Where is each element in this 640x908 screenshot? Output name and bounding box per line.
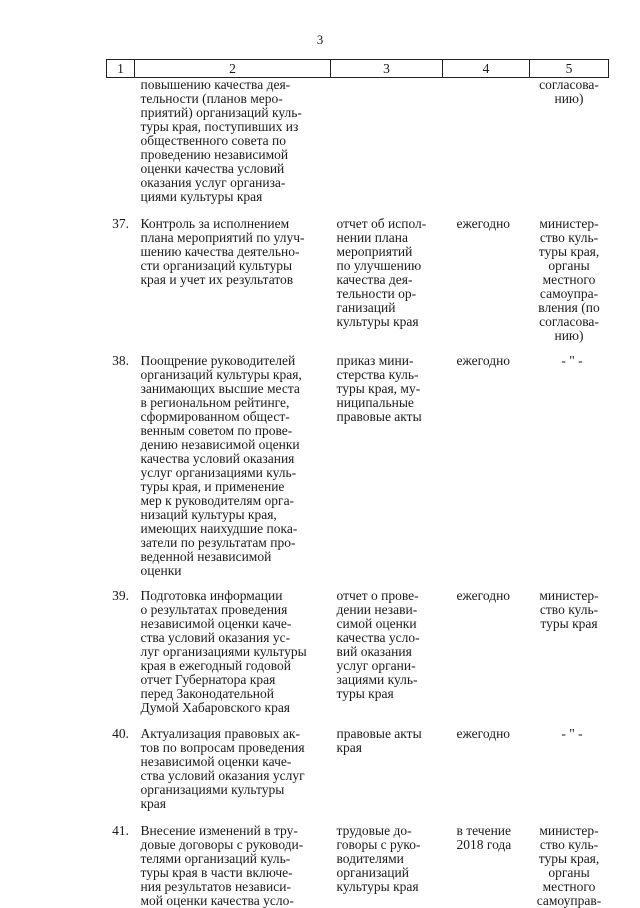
row-number: 38. bbox=[112, 353, 129, 368]
table-row bbox=[107, 727, 609, 824]
document-text: правовые акты края bbox=[336, 726, 422, 755]
measure-text: Поощрение руководителей организаций культуры края, занимающих высшие места в региональном рейтинге, сформированном общест- венным советом по прове- дению независимой оценки качества условий оказания услуг организациями куль- туры края, и применение мер к руководителям орга- низаций культуры края, имеющих наихудшие пока- затели по результатам про- веденной независимой оценки bbox=[140, 353, 302, 578]
table-row bbox=[107, 217, 609, 343]
document-text bbox=[331, 78, 443, 218]
document-text: отчет о прове- дении незави- симой оценки качества усло- вий оказания услуг органи- зациями куль- туры края bbox=[336, 588, 420, 701]
measures-table bbox=[106, 59, 609, 908]
column-header-1: 1 bbox=[107, 60, 135, 78]
page-number: 3 bbox=[316, 32, 324, 47]
term-text: ежегодно bbox=[456, 353, 511, 368]
document-text: трудовые до- говоры с руко- водителями организаций культуры края bbox=[336, 823, 421, 894]
document-text: приказ мини- стерства куль- туры края, му- ниципальные правовые акты bbox=[336, 353, 422, 424]
term-text: в течение 2018 года bbox=[456, 823, 512, 852]
measure-text: Контроль за исполнением плана мероприятий по улуч- шению качества деятельно- сти организаций культуры края и учет их результатов bbox=[140, 216, 305, 287]
responsible-text: министер- ство куль- туры края, органы местного самоуправ- bbox=[536, 823, 602, 908]
column-header-2: 2 bbox=[135, 60, 331, 78]
responsible-text: министер- ство куль- туры края, органы местного самоупра- вления (по согласова- нию) bbox=[538, 216, 600, 343]
column-number-header bbox=[107, 60, 609, 78]
measure-text: повышению качества дея- тельности (планов меро- приятий) организаций куль- туры края, поступивших из общественного совета по проведению независимой оценки качества условий оказания услуг организа- циями культуры края bbox=[140, 77, 302, 204]
measure-text: Внесение изменений в тру- довые договоры с руководи- телями организаций куль- туры края в части включе- ния результатов независи- мой оценки качества усло- bbox=[140, 823, 304, 908]
responsible-text: министер- ство куль- туры края bbox=[539, 588, 599, 631]
term-text: ежегодно bbox=[456, 216, 511, 231]
table-row bbox=[107, 343, 609, 589]
document-text: отчет об испол- нении плана мероприятий по улучшению качества дея- тельности ор- ганизаций культуры края bbox=[336, 216, 427, 329]
responsible-text: - " - bbox=[561, 726, 583, 741]
column-header-4: 4 bbox=[443, 60, 530, 78]
table-row bbox=[107, 824, 609, 908]
row-number: 37. bbox=[112, 216, 129, 231]
column-header-5: 5 bbox=[530, 60, 609, 78]
row-number bbox=[107, 78, 135, 218]
term-text bbox=[443, 78, 530, 218]
measure-text: Подготовка информации о результатах проведения независимой оценки каче- ства условий оказания ус- луг организациями культуры края в ежегодный годовой отчет Губернатора края перед Законодательной Думой Хабаровского края bbox=[140, 588, 307, 715]
row-number: 40. bbox=[112, 726, 129, 741]
measure-text: Актуализация правовых ак- тов по вопросам проведения независимой оценки каче- ства условий оказания услуг организациями культуры края bbox=[140, 726, 305, 811]
responsible-text: согласова- нию) bbox=[539, 77, 599, 106]
term-text: ежегодно bbox=[456, 726, 511, 741]
term-text: ежегодно bbox=[456, 588, 511, 603]
row-number: 41. bbox=[112, 823, 129, 838]
column-header-3: 3 bbox=[331, 60, 443, 78]
table-row-continuation bbox=[107, 78, 609, 218]
responsible-text: - " - bbox=[561, 353, 583, 368]
row-number: 39. bbox=[112, 588, 129, 603]
table-row bbox=[107, 589, 609, 727]
